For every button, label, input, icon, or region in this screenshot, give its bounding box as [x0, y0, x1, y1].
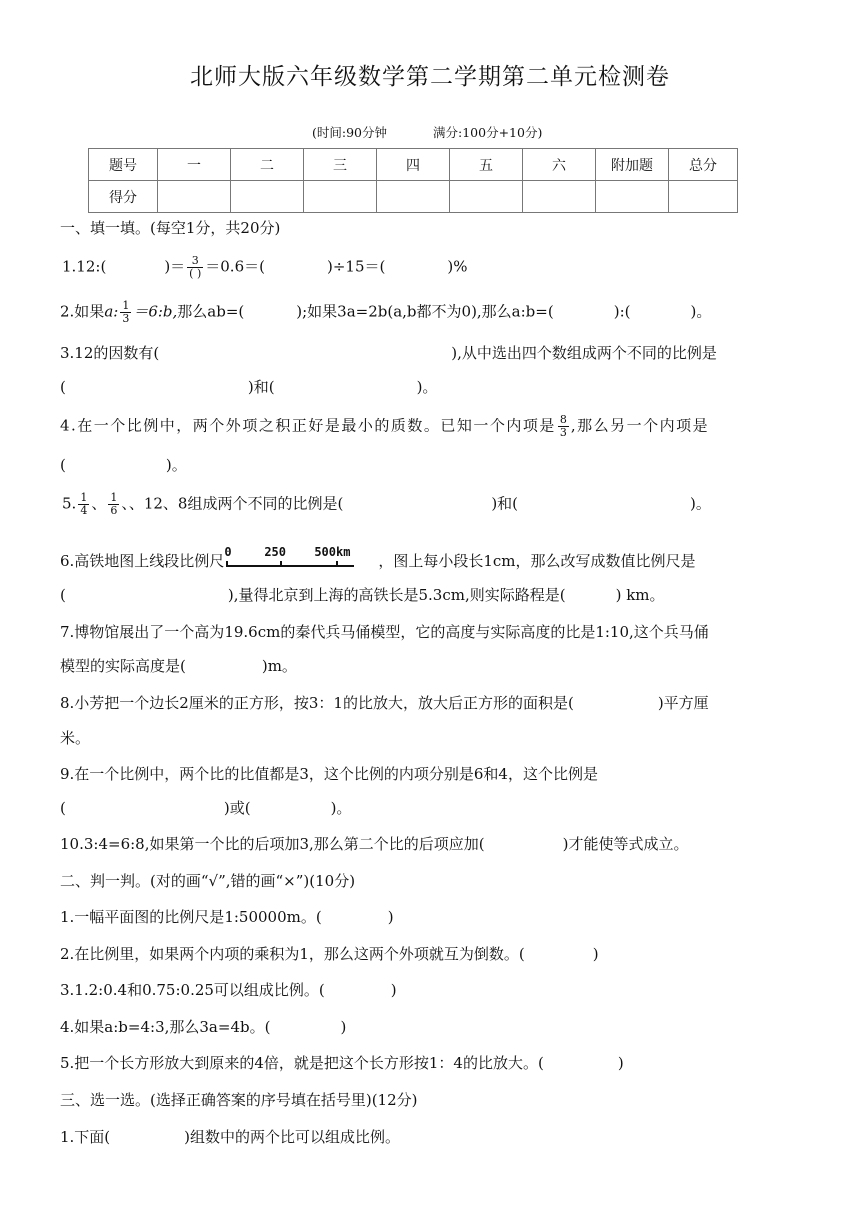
line-scale-bar: 0 250 500km [224, 547, 364, 571]
q1-10: 10.3:4=6:8,如果第一个比的后项加3,那么第二个比的后项应加( )才能使等式成立。 [60, 835, 689, 853]
header-cell: 六 [523, 149, 596, 181]
choice-q1: 1.下面( )组数中的两个比可以组成比例。 [60, 1128, 401, 1146]
q1-3-line1: 3.12的因数有( ),从中选出四个数组成两个不同的比例是 [60, 344, 717, 362]
q1-6-line2: ( ),量得北京到上海的高铁长是5.3cm,则实际路程是( ) km。 [60, 586, 665, 604]
q1-6-line1: 6.高铁地图上线段比例尺 0 250 500km ，图上每小段长1cm，那么改写成数值比例尺是 [60, 545, 696, 570]
header-cell: 四 [377, 149, 450, 181]
fraction: $\frac{8}{3}$ [559, 413, 567, 440]
fraction: $\frac{3}{( )}$ [189, 254, 202, 281]
q1-3-line2: ( )和( )。 [60, 378, 438, 396]
section3-heading: 三、选一选。(选择正确答案的序号填在括号里)(12分) [60, 1091, 418, 1109]
score-cell[interactable] [596, 181, 669, 213]
q1-8-line1: 8.小芳把一个边长2厘米的正方形，按3：1的比放大，放大后正方形的面积是( )平方厘 [60, 694, 709, 712]
header-cell: 三 [304, 149, 377, 181]
score-cell[interactable] [523, 181, 596, 213]
header-cell: 题号 [89, 149, 158, 181]
judge-item-1: 1.一幅平面图的比例尺是1:50000m。( ) [60, 908, 394, 926]
q1-7-line2: 模型的实际高度是( )m。 [60, 657, 297, 675]
header-cell: 附加题 [596, 149, 669, 181]
score-cell[interactable] [377, 181, 450, 213]
score-cell[interactable] [158, 181, 231, 213]
q1-5: 5. $\frac{1}{4}$ 、 $\frac{1}{6}$ 、、12、8组成两个不同的比例是( )和( )。 [62, 491, 711, 518]
fraction: $\frac{1}{6}$ [110, 491, 118, 518]
judge-item-2: 2.在比例里，如果两个内项的乘积为1，那么这两个外项就互为倒数。( ) [60, 945, 599, 963]
header-cell: 五 [450, 149, 523, 181]
header-cell: 二 [231, 149, 304, 181]
score-cell[interactable] [231, 181, 304, 213]
fraction: $\frac{1}{4}$ [80, 491, 88, 518]
q1-2: 2.如果a: $\frac{1}{3}$ ＝6:b,那么ab=( );如果3a=2b(a,b都不为0),那么a:b=( ):( )。 [60, 299, 712, 326]
judge-item-4: 4.如果a:b=4:3,那么3a=4b。( ) [60, 1018, 347, 1036]
judge-item-5: 5.把一个长方形放大到原来的4倍，就是把这个长方形按1：4的比放大。( ) [60, 1054, 624, 1072]
section2-heading: 二、判一判。(对的画“√”,错的画“×”)(10分) [60, 872, 356, 890]
score-table-header-row [89, 149, 738, 181]
header-cell: 总分 [669, 149, 738, 181]
header-cell: 一 [158, 149, 231, 181]
exam-info [312, 123, 542, 141]
page-title: 北师大版六年级数学第二学期第二单元检测卷 [190, 64, 670, 90]
score-cell[interactable] [304, 181, 377, 213]
score-table-score-row [89, 181, 738, 213]
score-cell[interactable] [450, 181, 523, 213]
time-info: (时间:90分钟 [312, 125, 387, 140]
q1-9-line1: 9.在一个比例中，两个比的比值都是3，这个比例的内项分别是6和4，这个比例是 [60, 765, 598, 783]
score-table [88, 148, 738, 213]
judge-item-3: 3.1.2:0.4和0.75:0.25可以组成比例。( ) [60, 981, 397, 999]
score-info: 满分:100分+10分) [433, 125, 543, 140]
fraction: $\frac{1}{3}$ [122, 299, 130, 326]
row-label: 得分 [89, 181, 158, 213]
q1-1: 1.12:( )＝ $\frac{3}{( )}$ ＝0.6＝( )÷15＝( )% [62, 254, 468, 281]
q1-4-line2: ( )。 [60, 456, 187, 474]
section1-heading: 一、填一填。(每空1分，共20分) [60, 219, 281, 237]
q1-9-line2: ( )或( )。 [60, 799, 352, 817]
score-cell[interactable] [669, 181, 738, 213]
q1-4-line1: 4.在一个比例中，两个外项之积正好是最小的质数。已知一个内项是 $\frac{8}{3}$ ,那么另一个内项是 [60, 413, 710, 440]
q1-7-line1: 7.博物馆展出了一个高为19.6cm的秦代兵马俑模型，它的高度与实际高度的比是1:10,这个兵马俑 [60, 623, 709, 641]
q1-8-line2: 米。 [60, 729, 91, 747]
